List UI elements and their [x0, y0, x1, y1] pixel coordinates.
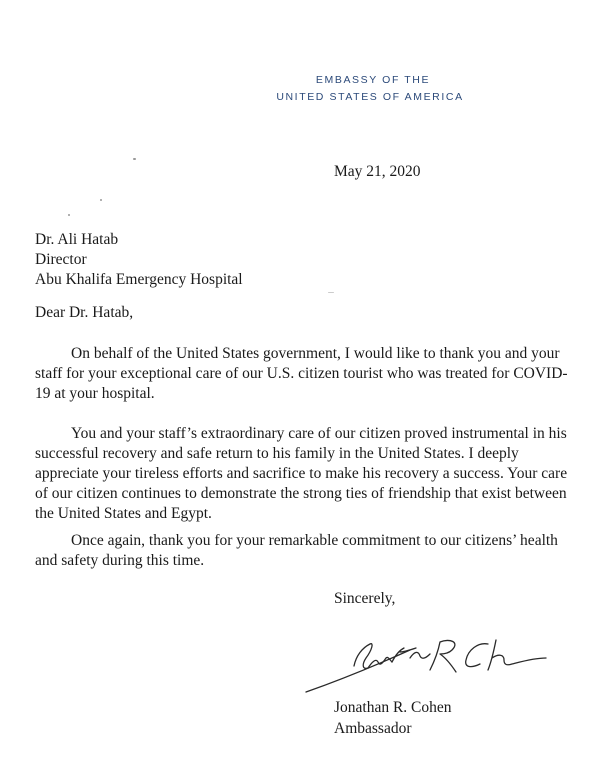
letterhead: [270, 72, 470, 106]
recipient-address: [35, 230, 243, 290]
body-paragraph-2: You and your staff’s extraordinary care of our citizen proved instrumental in his successful recovery and safe return to his family in the United States. I deeply appreciate your tireless efforts and sacrifice to make his recovery a success. Your care of our citizen continues to demonstrate the strong ties of friendship that exist between the United States and Egypt.: [35, 425, 568, 522]
recipient-organization: Abu Khalifa Emergency Hospital: [35, 271, 243, 288]
letter-date: May 21, 2020: [334, 163, 421, 180]
scan-speck: [328, 292, 334, 293]
body-paragraph-1: On behalf of the United States government, I would like to thank you and your staff for your exceptional care of our U.S. citizen tourist who was treated for COVID-19 at your hospital.: [35, 345, 568, 402]
signature-image: [300, 628, 550, 698]
scan-speck: [100, 199, 102, 201]
signatory-block: [334, 697, 452, 739]
scan-speck: [68, 214, 70, 216]
letterhead-line-2: UNITED STATES OF AMERICA: [276, 91, 464, 103]
recipient-name: Dr. Ali Hatab: [35, 231, 119, 248]
signatory-name: Jonathan R. Cohen: [334, 699, 452, 716]
salutation: Dear Dr. Hatab,: [35, 304, 134, 321]
body-paragraph-3: Once again, thank you for your remarkable commitment to our citizens’ health and safety during this time.: [35, 532, 558, 569]
scan-speck: [133, 158, 136, 160]
recipient-title: Director: [35, 251, 87, 268]
letterhead-line-1: EMBASSY OF THE: [315, 74, 431, 86]
signatory-title: Ambassador: [334, 720, 412, 737]
closing: Sincerely,: [334, 590, 396, 607]
